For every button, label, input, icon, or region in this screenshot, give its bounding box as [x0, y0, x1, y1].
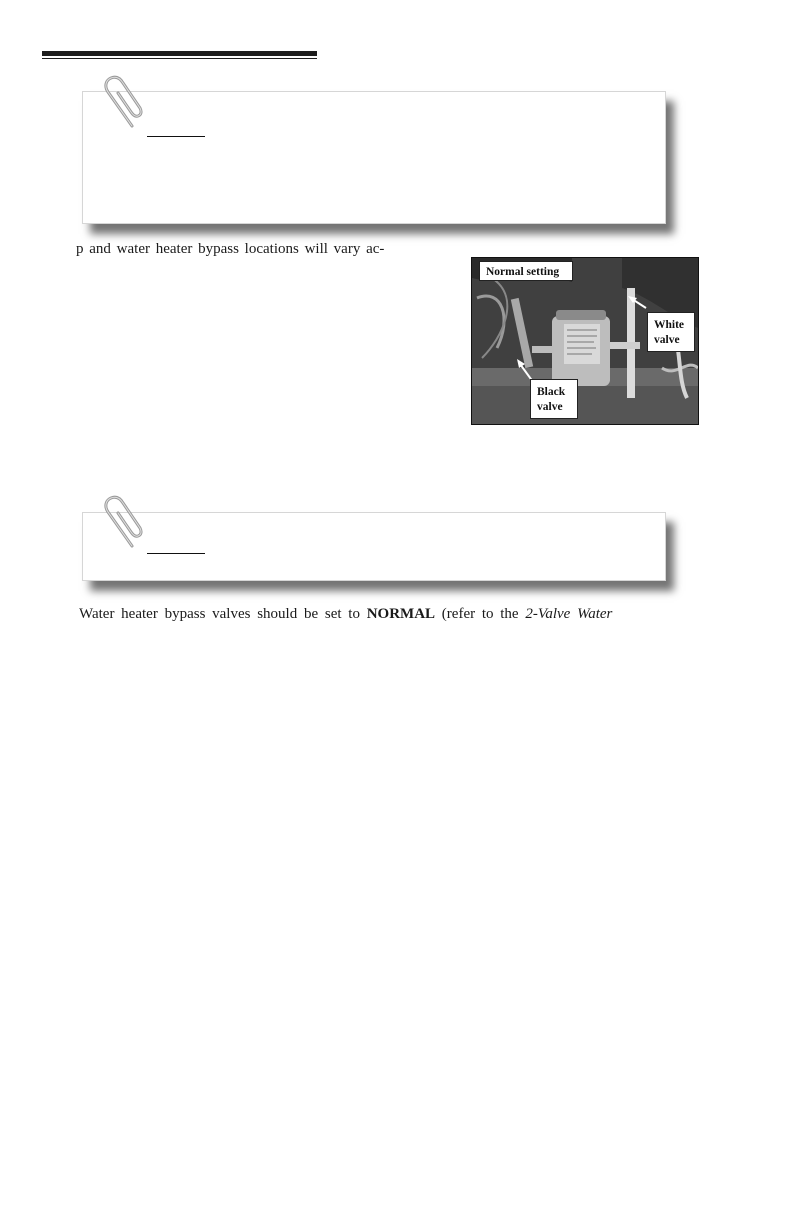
black-valve-label-line1: Black — [537, 386, 566, 398]
header-rule-thin — [42, 58, 317, 59]
white-valve-label-line2: valve — [654, 334, 680, 346]
white-valve-label-line1: White — [654, 319, 685, 331]
text-segment: Water heater bypass valves should be set to — [79, 606, 367, 622]
paperclip-icon — [98, 494, 148, 554]
section-reference: 2-Valve Water — [525, 606, 613, 622]
white-valve-label — [647, 312, 695, 352]
normal-setting-label: Normal setting — [479, 261, 573, 281]
paperclip-icon — [98, 74, 148, 134]
note-card — [82, 512, 666, 581]
body-text-line — [79, 605, 612, 623]
note-heading — [147, 535, 205, 554]
body-text-line: p and water heater bypass locations will vary ac- — [76, 241, 385, 257]
black-valve-label-line2: valve — [537, 401, 563, 413]
note-heading — [147, 118, 205, 137]
header-rule — [42, 51, 317, 60]
text-segment: (refer to the — [435, 606, 526, 622]
header-rule-thick — [42, 51, 317, 56]
black-valve-label — [530, 379, 578, 419]
valve-photo — [471, 257, 699, 425]
normal-emphasis: NORMAL — [366, 606, 436, 622]
note-card — [82, 91, 666, 224]
